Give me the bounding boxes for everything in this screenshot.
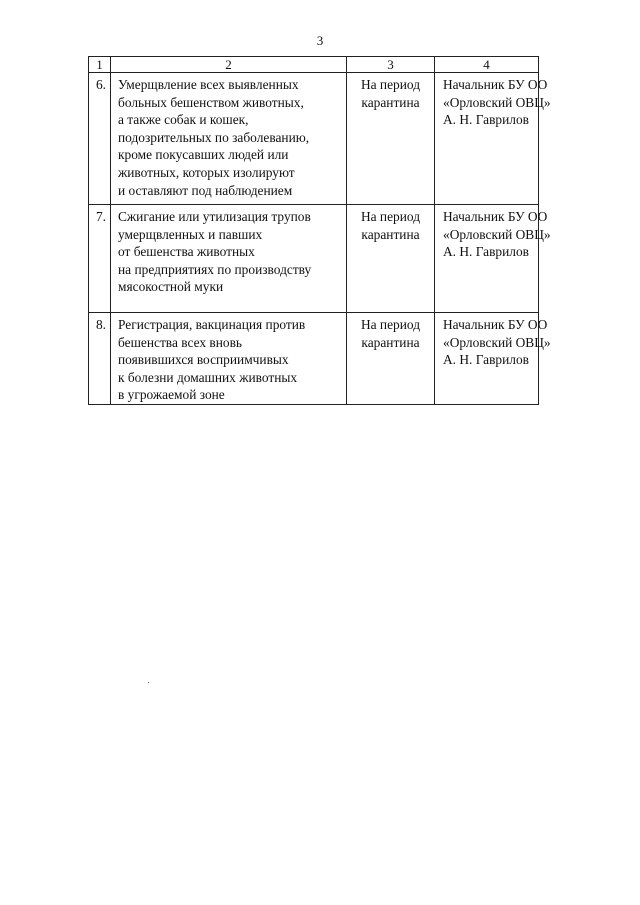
responsible-cell [435,313,551,405]
measure-line: подозрительных по заболеванию, [118,129,310,145]
measures-table [88,56,551,405]
responsible-line: А. Н. Гаврилов [443,352,529,368]
term-line: карантина [361,226,420,242]
term-line: карантина [361,334,420,350]
responsible-cell [435,205,551,313]
measure-line: больных бешенством животных, [118,94,304,110]
responsible-line: «Орловский ОВЦ» [443,334,551,350]
responsible-line: Начальник БУ ОО [443,209,548,224]
row-number: 6. [89,73,111,205]
header-cell-2: 2 [111,57,347,73]
row-number: 7. [89,205,111,313]
measure-line: мясокостной муки [118,279,224,295]
measure-line: Умерщвление всех выявленных [118,77,299,92]
header-cell-1: 1 [89,57,111,73]
measure-line: Сжигание или утилизация трупов [118,209,311,224]
responsible-line: «Орловский ОВЦ» [443,94,551,110]
term-line: На период [360,209,421,224]
term-line: На период [360,77,421,92]
responsible-line: А. Н. Гаврилов [443,112,529,128]
measure-line: а также собак и кошек, [118,112,249,128]
term-cell [347,73,435,205]
responsible-line: «Орловский ОВЦ» [443,226,551,242]
measure-cell [111,73,347,205]
header-cell-3: 3 [347,57,435,73]
measure-line: к болезни домашних животных [118,369,298,385]
measure-line: животных, которых изолируют [118,164,295,180]
measure-line: в угрожаемой зоне [118,387,225,403]
measure-line: кроме покусавших людей или [118,147,289,163]
measure-cell [111,313,347,405]
measure-cell [111,205,347,313]
table-row [89,313,539,405]
responsible-line: Начальник БУ ОО [443,317,548,332]
term-cell [347,313,435,405]
measure-line: умерщвленных и павших [118,226,263,242]
header-cell-4: 4 [435,57,539,73]
table-row [89,205,539,313]
measure-line: и оставляют под наблюдением [118,182,293,198]
scan-speck [148,682,149,683]
page-number: 3 [316,33,324,48]
table-row [89,73,539,205]
measure-line: от бешенства животных [118,244,255,260]
responsible-line: Начальник БУ ОО [443,77,548,92]
table-header-row [89,57,539,73]
responsible-cell [435,73,551,205]
row-number: 8. [89,313,111,405]
measure-line: Регистрация, вакцинация против [118,317,306,332]
term-line: карантина [361,94,420,110]
term-line: На период [360,317,421,332]
responsible-line: А. Н. Гаврилов [443,244,529,260]
measure-line: бешенства всех вновь [118,334,243,350]
measure-line: на предприятиях по производству [118,261,312,277]
term-cell [347,205,435,313]
measure-line: появившихся восприимчивых [118,352,289,368]
